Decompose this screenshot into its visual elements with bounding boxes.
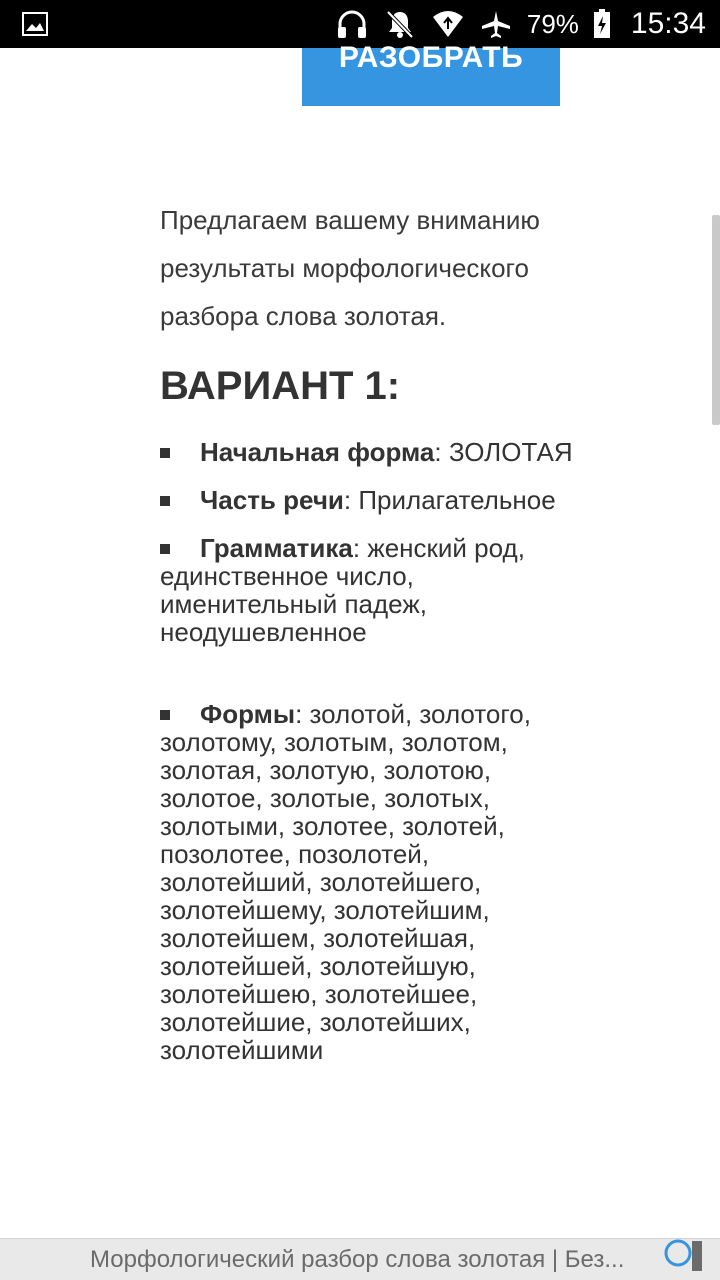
airplane-icon bbox=[479, 9, 513, 39]
bullet-icon bbox=[160, 710, 170, 720]
intro-text: Предлагаем вашему вниманию результаты морфологического разбора слова золотая. bbox=[160, 205, 540, 331]
property-name: Формы bbox=[200, 699, 296, 729]
parse-submit-button[interactable] bbox=[302, 41, 560, 106]
property-name: Грамматика bbox=[200, 533, 353, 563]
notifications-off-icon bbox=[383, 9, 417, 39]
property-value: : ЗОЛОТАЯ bbox=[434, 437, 573, 467]
variant-heading: ВАРИАНТ 1: bbox=[160, 364, 401, 408]
list-item-initial-form bbox=[160, 438, 580, 466]
property-value: : Прилагательное bbox=[343, 485, 556, 515]
bullet-icon bbox=[160, 496, 170, 506]
battery-charging-icon bbox=[593, 9, 611, 39]
main-content bbox=[160, 196, 580, 1084]
list-item-part-of-speech bbox=[160, 486, 580, 514]
scrollbar[interactable] bbox=[712, 215, 720, 425]
browser-icon[interactable] bbox=[662, 1233, 702, 1273]
morphology-list bbox=[160, 438, 580, 1064]
property-value: : золотой, золотого, золотому, золотым, золотом, золотая, золотую, золотою, золотое, золотые, золотых, золотыми, золотее, золотей, позолотее, позолотей, золотейший, золотейшего, золотейшему, золотейшим, золотейшем, золотейшая, золотейшей, золотейшую, золотейшею, золотейшее, золотейшие, золотейших, золотейшими bbox=[160, 699, 531, 1065]
page-title[interactable]: Морфологический разбор слова золотая | Без... bbox=[90, 1246, 625, 1273]
bullet-icon bbox=[160, 448, 170, 458]
clock: 15:34 bbox=[630, 7, 706, 40]
list-item-grammar bbox=[160, 534, 580, 646]
property-name: Начальная форма bbox=[200, 437, 435, 467]
address-bar[interactable] bbox=[0, 1238, 720, 1280]
image-icon bbox=[22, 12, 48, 36]
bullet-icon bbox=[160, 544, 170, 554]
battery-percent: 79% bbox=[526, 9, 579, 39]
property-name: Часть речи bbox=[200, 485, 344, 515]
parse-submit-label: РАЗОБРАТЬ bbox=[338, 41, 524, 74]
property-value: : женский род, единственное число, именительный падеж, неодушевленное bbox=[160, 533, 525, 647]
headphones-icon bbox=[335, 9, 369, 39]
wifi-icon bbox=[431, 9, 465, 39]
list-item-forms bbox=[160, 700, 580, 1064]
